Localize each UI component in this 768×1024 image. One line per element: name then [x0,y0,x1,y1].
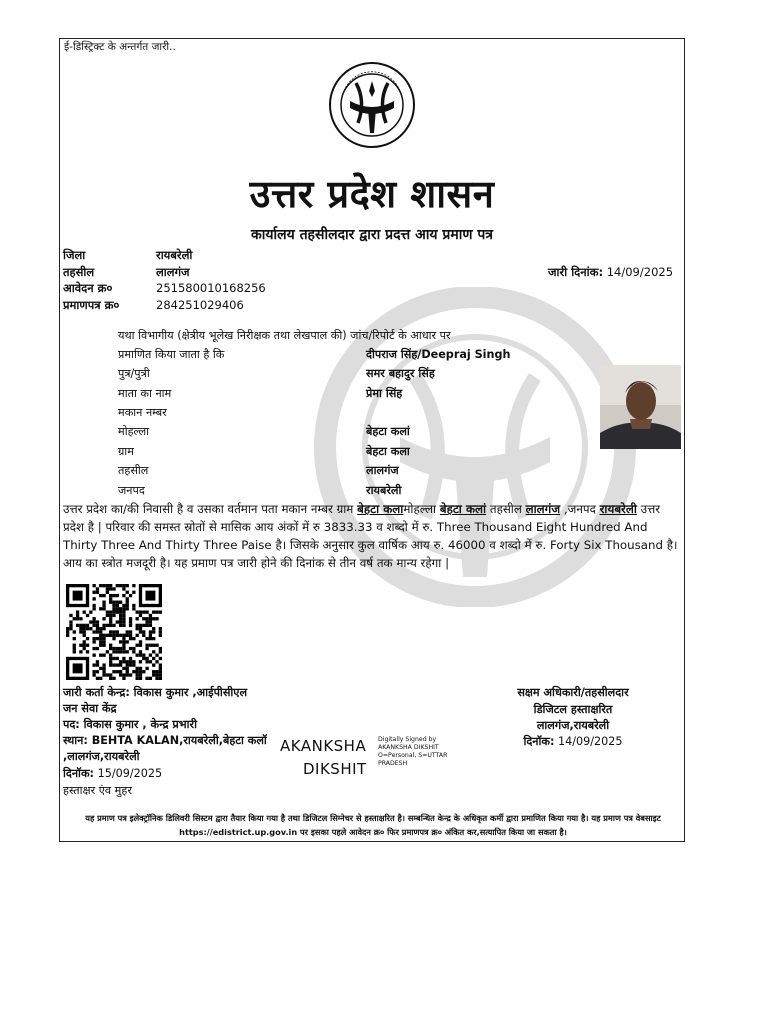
applicant-photo [600,365,681,449]
up-emblem-icon [328,61,416,149]
row-value-tehsil: लालगंज [366,464,399,477]
paragraph-district: रायबरेली [599,502,637,516]
row-value-mother: प्रेमा सिंह [366,387,403,400]
issuer-date-label: दिनॉक: [63,767,95,780]
certificate-number: 284251029406 [156,298,244,312]
certificate-paragraph [63,500,679,572]
issuer-post: पद: विकास कुमार , केन्द्र प्रभारी [63,718,198,731]
issuer-place-2: ,लालगंज,रायबरेली [63,750,140,763]
issuer-signature-label: हस्ताक्षर एंव मुहर [63,784,132,797]
row-label-tehsil: तहसील [118,464,149,477]
district-label: जिला [63,248,86,262]
row-value-district: रायबरेली [366,484,402,497]
row-label-name: प्रमाणित किया जाता है कि [118,348,225,361]
authority-line-2: डिजिटल हस्ताक्षरित [533,703,613,716]
application-label: आवेदन क्र० [63,281,113,295]
row-value-village: बेहटा कला [366,445,410,458]
district-value: रायबरेली [156,248,193,262]
issue-date-label: जारी दिनांक: [548,265,604,279]
paragraph-mohalla: बेहटा कलां [439,502,487,516]
paragraph-text-3: तहसील [486,502,526,516]
digital-sign-name-2: DIKSHIT [303,760,367,778]
header-note: ई-डिस्ट्रिक्ट के अन्तर्गत जारी.. [64,41,176,53]
row-value-name: दीपराज सिंह/Deepraj Singh [366,348,511,361]
certificate-subtitle: कार्यालय तहसीलदार द्वारा प्रदत्त आय प्रमाण पत्र [250,227,494,243]
authority-title: सक्षम अधिकारी/तहसीलदार [517,686,629,699]
application-number: 251580010168256 [156,281,266,295]
issuer-center: जारी कर्ता केन्द्र: विकास कुमार ,आईपीसीएल [63,686,248,699]
tehsil-label: तहसील [63,265,95,279]
issue-date [548,265,673,280]
authority-date-value: 14/09/2025 [558,735,623,748]
row-value-mohalla: बेहटा कलां [366,425,410,438]
certificate-page [59,38,685,842]
paragraph-text-2: मोहल्ला [403,502,440,516]
issuer-date-value: 15/09/2025 [97,767,163,780]
issue-date-value: 14/09/2025 [606,265,674,279]
authority-date [473,734,673,749]
paragraph-text-1: उत्तर प्रदेश का/की निवासी है व उसका वर्तमान पता मकान नम्बर ग्राम [63,502,358,516]
paragraph-village: बेहटा कला [357,502,404,516]
issuer-date [63,766,162,781]
paragraph-text-5: उत्तर प्रदेश है | परिवार की समस्त स्रोतों से मासिक आय अंकों में रु 3833.33 व शब्दो में रु. Three Thousand Eight Hundred And Thirty Three And Thirty Three Paise है। जिसके अनुसार कुल वार्षिक आय रु. 46000 व शब्दो में रु. Forty Six Thousand है। आय का स्त्रोत मजदूरी है। यह प्रमाण पत्र जारी होने की दिनांक से तीन वर्ष तक मान्य रहेगा | [63,502,678,570]
certificate-label: प्रमाणपत्र क्र० [63,298,120,312]
page-title: उत्तर प्रदेश शासन [249,171,495,216]
row-label-mohalla: मोहल्ला [118,425,150,438]
row-label-village: ग्राम [118,445,134,458]
row-label-house: मकान नम्बर [118,406,167,419]
row-label-district: जनपद [118,484,145,497]
row-value-parent: समर बहादुर सिंह [366,367,435,380]
footer-note: यह प्रमाण पत्र इलेक्ट्रॉनिक डिलिवरी सिस्टम द्वारा तैयार किया गया है तथा डिजिटल सिग्नेचर से हस्ताक्षरित है। सम्बन्धित केन्द्र के अधिकृत कर्मी द्वारा प्रमाणित किया गया है। यह प्रमाण पत्र वेबसाइट https://edistrict.up.gov.in पर इसका पहले आवेदन क्र० फिर प्रमाणपत्र क्र० अंकित कर,सत्यापित किया जा सकता है। [85,813,661,837]
issuer-place: स्थान: BEHTA KALAN,रायबरेली,बेहटा कलॉ [63,734,267,747]
authority-date-label: दिनॉक: [523,735,555,748]
paragraph-tehsil: लालगंज [525,502,561,516]
intro-line: यथा विभागीय (क्षेत्रीय भूलेख निरीक्षक तथा लेखपाल की) जांच/रिपोर्ट के आधार पर [118,329,451,342]
qr-code[interactable] [66,584,162,680]
digital-sign-name-1: AKANKSHA [280,737,367,755]
digital-sign-details: Digitally Signed by AKANKSHA DIKSHIT O=Personal, S=UTTAR PRADESH [378,736,448,767]
row-label-mother: माता का नाम [118,387,172,400]
authority-line-3: लालगंज,रायबरेली [536,719,610,732]
paragraph-text-4: ,जनपद [560,502,600,516]
tehsil-value: लालगंज [156,265,190,279]
issuer-center-2: जन सेवा केंद्र [63,702,117,715]
row-label-parent: पुत्र/पुत्री [118,367,150,380]
